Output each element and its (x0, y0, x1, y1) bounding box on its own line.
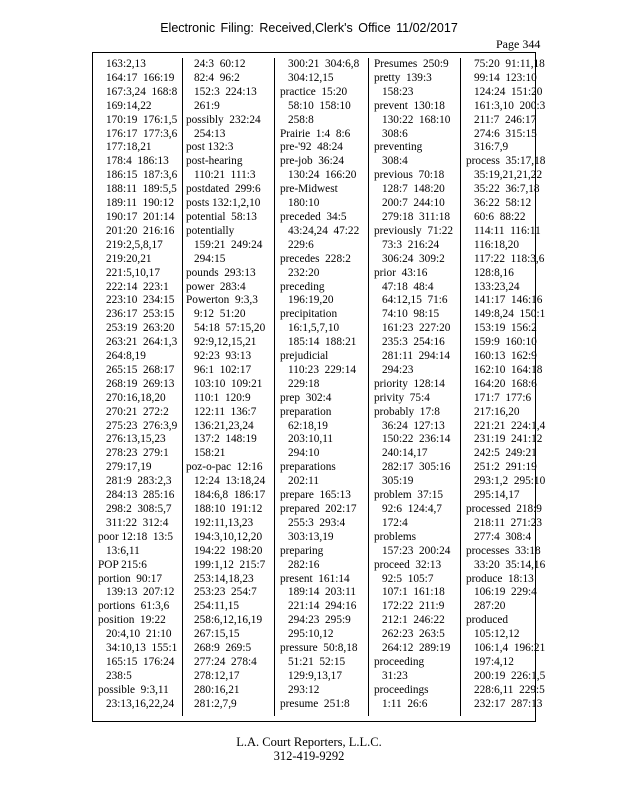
index-page-refs: 43:24,24 47:22 (288, 224, 360, 237)
index-page-refs: 232:20 (288, 266, 320, 279)
index-entry: pretty 139:3 (374, 71, 432, 84)
index-entry: preceded 34:5 (280, 210, 347, 223)
index-page-refs: 180:10 (288, 197, 320, 210)
index-entry: Presumes 250:9 (374, 58, 449, 70)
index-page-refs: 284:13 285:16 (106, 489, 175, 502)
index-page-refs: 34:10,13 155:1 (106, 642, 178, 655)
index-page-refs: 159:9 160:10 (474, 336, 537, 349)
index-page-refs: 231:19 241:12 (474, 433, 543, 446)
index-page-refs: 295:10,12 (288, 628, 334, 641)
index-entry: possibly 232:24 (186, 113, 261, 126)
index-page-refs: 270:21 272:2 (106, 405, 169, 418)
index-page-refs: 211:7 246:17 (474, 113, 537, 126)
index-entry: POP 215:6 (98, 558, 147, 571)
index-page-refs: 264:12 289:19 (382, 642, 451, 655)
index-page-refs: 158:21 (194, 447, 226, 460)
index-entry: preparation (280, 405, 332, 418)
index-page-refs: 107:1 161:18 (382, 586, 445, 599)
index-page-refs: 277:24 278:4 (194, 655, 257, 668)
index-page-refs: 161:3,10 200:3 (474, 99, 546, 112)
index-page-refs: 268:19 269:13 (106, 377, 175, 390)
index-entry: preparations (280, 461, 336, 474)
index-page-refs: 294:10 (288, 447, 320, 460)
index-page-refs: 281:9 283:2,3 (106, 475, 172, 488)
index-page-refs: 201:20 216:16 (106, 224, 175, 237)
index-page-refs: 200:19 226:1,5 (474, 669, 546, 682)
index-entry: prep 302:4 (280, 391, 332, 404)
index-page-refs: 31:23 (382, 669, 408, 682)
index-page-refs: 279:18 311:18 (382, 210, 450, 223)
index-page-refs: 36:24 127:13 (382, 419, 445, 432)
index-page-refs: 295:14,17 (474, 489, 520, 502)
index-page-refs: 294:23 (382, 363, 414, 376)
index-page-refs: 305:19 (382, 475, 414, 488)
index-page-refs: 116:18,20 (474, 238, 520, 251)
index-page-refs: 92:9,12,15,21 (194, 336, 257, 349)
index-page-refs: 129:9,13,17 (288, 669, 342, 682)
index-page-refs: 161:23 227:20 (382, 322, 451, 335)
index-page-refs: 228:6,11 229:5 (474, 683, 545, 696)
footer-phone: 312-419-9292 (273, 749, 345, 763)
index-entry: problems (374, 530, 417, 543)
index-page-refs: 222:14 223:1 (106, 280, 169, 293)
index-page-refs: 54:18 57:15,20 (194, 322, 266, 335)
index-page-refs: 92:23 93:13 (194, 350, 252, 363)
index-page-refs: 64:12,15 71:6 (382, 294, 448, 307)
index-page-refs: 304:12,15 (288, 71, 334, 84)
index-entry: preparing (280, 544, 324, 557)
index-page-refs: 1:11 26:6 (382, 697, 428, 710)
index-page-refs: 82:4 96:2 (194, 71, 240, 84)
index-page-refs: 293:12 (288, 683, 320, 696)
index-page-refs: 139:13 207:12 (106, 586, 175, 599)
index-page-refs: 221:5,10,17 (106, 266, 160, 279)
index-page-refs: 170:19 176:1,5 (106, 113, 178, 126)
column-divider (368, 58, 369, 716)
index-page-refs: 122:11 136:7 (194, 405, 257, 418)
index-entry: pre-'92 48:24 (280, 141, 343, 154)
index-entry: pressure 50:8,18 (280, 642, 358, 655)
index-page-refs: 202:11 (288, 475, 319, 488)
index-entry: precedes 228:2 (280, 252, 351, 265)
index-entry: present 161:14 (280, 572, 350, 585)
index-page-refs: 268:9 269:5 (194, 642, 252, 655)
index-page-refs: 167:3,24 168:8 (106, 85, 178, 98)
index-column (278, 58, 368, 716)
index-page-refs: 194:22 198:20 (194, 544, 263, 557)
index-page-refs: 103:10 109:21 (194, 377, 263, 390)
index-page-refs: 165:15 176:24 (106, 655, 175, 668)
index-page-refs: 223:10 234:15 (106, 294, 175, 307)
index-page-refs: 73:3 216:24 (382, 238, 440, 251)
index-page-refs: 277:4 308:4 (474, 530, 532, 543)
index-entry: preventing (374, 141, 423, 154)
index-page-refs: 189:14 203:11 (288, 586, 356, 599)
index-entry: posts 132:1,2,10 (186, 197, 261, 210)
filing-stamp: Electronic Filing: Received,Clerk's Office 11/02/2017 (160, 21, 458, 35)
index-column (96, 58, 182, 716)
index-page-refs: 278:23 279:1 (106, 447, 169, 460)
index-page-refs: 157:23 200:24 (382, 544, 451, 557)
index-page-refs: 16:1,5,7,10 (288, 322, 340, 335)
index-entry: portion 90:17 (98, 572, 163, 585)
index-entry: process 35:17,18 (466, 155, 546, 168)
index-page-refs: 169:14,22 (106, 99, 152, 112)
index-page-refs: 136:21,23,24 (194, 419, 254, 432)
index-entry: processed 218:9 (466, 503, 542, 515)
index-page-refs: 12:24 13:18,24 (194, 475, 266, 488)
index-page-refs: 124:24 151:20 (474, 85, 543, 98)
index-page-refs: 258:8 (288, 113, 314, 126)
index-page-refs: 114:11 116:11 (474, 224, 541, 237)
index-page-refs: 196:19,20 (288, 294, 334, 307)
index-page-refs: 141:17 146:16 (474, 294, 543, 307)
index-entry: preceding (280, 280, 325, 293)
index-page-refs: 110:21 111:3 (194, 169, 256, 182)
index-page-refs: 265:15 268:17 (106, 363, 175, 376)
index-entry: Prairie 1:4 8:6 (280, 127, 351, 140)
index-page-refs: 189:11 190:12 (106, 197, 174, 210)
index-page-refs: 219:20,21 (106, 252, 152, 265)
index-page-refs: 293:1,2 295:10 (474, 475, 546, 488)
index-entry: position 19:22 (98, 614, 166, 627)
index-page-refs: 229:18 (288, 377, 320, 390)
index-entry: priority 128:14 (374, 377, 445, 390)
index-page-refs: 255:3 293:4 (288, 516, 346, 529)
index-page-refs: 110:1 120:9 (194, 391, 251, 404)
index-page-refs: 36:22 58:12 (474, 197, 532, 210)
index-page-refs: 99:14 123:10 (474, 71, 537, 84)
index-page-refs: 177:18,21 (106, 141, 152, 154)
index-page-refs: 281:11 294:14 (382, 350, 450, 363)
index-page-refs: 221:14 294:16 (288, 600, 357, 613)
index-page-refs: 106:1,4 196:21 (474, 642, 546, 655)
index-column (464, 58, 546, 716)
index-page-refs: 308:4 (382, 155, 408, 168)
index-page-refs: 13:6,11 (106, 544, 140, 557)
index-page-refs: 261:9 (194, 99, 220, 112)
index-page-refs: 287:20 (474, 600, 506, 613)
index-entry: problem 37:15 (374, 489, 444, 502)
index-page-refs: 60:6 88:22 (474, 210, 526, 223)
index-page-refs: 229:6 (288, 238, 314, 251)
index-entry: precipitation (280, 308, 338, 321)
index-page-refs: 306:24 309:2 (382, 252, 445, 265)
index-entry: potentially (186, 224, 235, 237)
index-page-refs: 200:7 244:10 (382, 197, 445, 210)
index-page-refs: 35:22 36:7,18 (474, 183, 540, 196)
index-page-refs: 236:17 253:15 (106, 308, 175, 321)
index-page-refs: 240:14,17 (382, 447, 428, 460)
index-page-refs: 238:5 (106, 669, 132, 682)
index-page-refs: 197:4,12 (474, 655, 514, 668)
index-page-refs: 263:21 264:1,3 (106, 336, 178, 349)
index-column (372, 58, 460, 716)
index-page-refs: 105:12,12 (474, 628, 520, 641)
index-page-refs: 96:1 102:17 (194, 363, 252, 376)
index-column (184, 58, 274, 716)
index-page-refs: 274:6 315:15 (474, 127, 537, 140)
index-page-refs: 188:11 189:5,5 (106, 183, 177, 196)
index-page-refs: 235:3 254:16 (382, 336, 445, 349)
index-page-refs: 92:6 124:4,7 (382, 503, 442, 515)
index-page-refs: 251:2 291:19 (474, 461, 537, 474)
index-page-refs: 303:13,19 (288, 530, 334, 543)
index-page-refs: 128:7 148:20 (382, 183, 445, 196)
index-page-refs: 254:13 (194, 127, 226, 140)
index-page-refs: 162:10 164:18 (474, 363, 543, 376)
index-entry: proceeding (374, 655, 425, 668)
index-page-refs: 130:22 168:10 (382, 113, 451, 126)
index-page-refs: 279:17,19 (106, 461, 152, 474)
index-page-refs: 172:22 211:9 (382, 600, 445, 613)
column-divider (182, 58, 183, 716)
index-page-refs: 176:17 177:3,6 (106, 127, 178, 140)
column-divider (274, 58, 275, 716)
index-page-refs: 133:23,24 (474, 280, 520, 293)
index-entry: prevent 130:18 (374, 99, 445, 112)
index-page-refs: 298:2 308:5,7 (106, 503, 172, 515)
index-page-refs: 300:21 304:6,8 (288, 58, 360, 70)
index-page-refs: 74:10 98:15 (382, 308, 440, 321)
index-page-refs: 212:1 246:22 (382, 614, 445, 627)
index-page-refs: 160:13 162:9 (474, 350, 537, 363)
index-entry: previous 70:18 (374, 169, 445, 182)
index-entry: Powerton 9:3,3 (186, 294, 258, 307)
index-page-refs: 117:22 118:3,6 (474, 252, 545, 265)
index-page-refs: 92:5 105:7 (382, 572, 434, 585)
index-entry: post 132:3 (186, 141, 234, 154)
footer-company: L.A. Court Reporters, L.L.C. (236, 735, 382, 749)
index-page-refs: 275:23 276:3,9 (106, 419, 178, 432)
index-page-refs: 58:10 158:10 (288, 99, 351, 112)
index-page-refs: 262:23 263:5 (382, 628, 445, 641)
index-page-refs: 33:20 35:14,16 (474, 558, 546, 571)
index-page-refs: 130:24 166:20 (288, 169, 357, 182)
index-page-refs: 172:4 (382, 516, 408, 529)
index-page-refs: 24:3 60:12 (194, 58, 246, 70)
index-entry: prior 43:16 (374, 266, 428, 279)
index-entry: potential 58:13 (186, 210, 257, 223)
index-entry: previously 71:22 (374, 224, 454, 237)
index-page-refs: 171:7 177:6 (474, 391, 532, 404)
index-page-refs: 294:23 295:9 (288, 614, 351, 627)
index-page-refs: 218:11 271:23 (474, 516, 542, 529)
index-page-refs: 217:16,20 (474, 405, 520, 418)
index-page-refs: 164:17 166:19 (106, 71, 175, 84)
index-page-refs: 178:4 186:13 (106, 155, 169, 168)
index-entry: poor 12:18 13:5 (98, 530, 173, 543)
index-page-refs: 188:10 191:12 (194, 503, 263, 515)
index-page-refs: 282:16 (288, 558, 320, 571)
index-page-refs: 20:4,10 21:10 (106, 628, 172, 641)
index-page-refs: 258:6,12,16,19 (194, 614, 263, 627)
index-page-refs: 186:15 187:3,6 (106, 169, 178, 182)
index-page-refs: 23:13,16,22,24 (106, 697, 175, 710)
index-page-refs: 280:16,21 (194, 683, 240, 696)
index-entry: produce 18:13 (466, 572, 534, 585)
index-entry: processes 33:18 (466, 544, 541, 557)
index-page-refs: 308:6 (382, 127, 408, 140)
index-page-refs: 242:5 249:21 (474, 447, 537, 460)
index-page-refs: 221:21 224:1,4 (474, 419, 546, 432)
index-page-refs: 190:17 201:14 (106, 210, 175, 223)
word-index (96, 58, 546, 716)
index-page-refs: 219:2,5,8,17 (106, 238, 163, 251)
index-page-refs: 253:19 263:20 (106, 322, 175, 335)
index-page-refs: 253:23 254:7 (194, 586, 257, 599)
index-page-refs: 51:21 52:15 (288, 655, 346, 668)
index-page-refs: 276:13,15,23 (106, 433, 166, 446)
index-page-refs: 199:1,12 215:7 (194, 558, 266, 571)
index-entry: produced (466, 614, 509, 627)
index-entry: postdated 299:6 (186, 183, 261, 196)
index-page-refs: 254:11,15 (194, 600, 240, 613)
index-page-refs: 232:17 287:13 (474, 697, 543, 710)
index-entry: practice 15:20 (280, 85, 348, 98)
index-page-refs: 163:2,13 (106, 58, 146, 70)
index-page-refs: 128:8,16 (474, 266, 514, 279)
index-page-refs: 267:15,15 (194, 628, 240, 641)
index-entry: presume 251:8 (280, 697, 350, 710)
index-entry: power 283:4 (186, 280, 246, 293)
index-entry: privity 75:4 (374, 391, 430, 404)
column-divider (460, 58, 461, 716)
index-page-refs: 75:20 91:11,18 (474, 58, 545, 70)
index-page-refs: 47:18 48:4 (382, 280, 434, 293)
index-page-refs: 194:3,10,12,20 (194, 530, 263, 543)
index-page-refs: 192:11,13,23 (194, 516, 254, 529)
index-page-refs: 158:23 (382, 85, 414, 98)
index-page-refs: 264:8,19 (106, 350, 146, 363)
index-page-refs: 316:7,9 (474, 141, 509, 154)
index-page-refs: 185:14 188:21 (288, 336, 357, 349)
index-page-refs: 294:15 (194, 252, 226, 265)
index-page-refs: 149:8,24 150:1 (474, 308, 546, 321)
index-page-refs: 311:22 312:4 (106, 516, 169, 529)
index-page-refs: 159:21 249:24 (194, 238, 263, 251)
index-page-refs: 110:23 229:14 (288, 363, 356, 376)
index-entry: proceedings (374, 683, 429, 696)
index-page-refs: 153:19 156:2 (474, 322, 537, 335)
index-entry: probably 17:8 (374, 405, 440, 418)
index-page-refs: 203:10,11 (288, 433, 334, 446)
page-number: Page 344 (496, 37, 541, 51)
index-page-refs: 253:14,18,23 (194, 572, 254, 585)
index-page-refs: 281:2,7,9 (194, 697, 237, 710)
index-entry: portions 61:3,6 (98, 600, 170, 613)
index-entry: prepared 202:17 (280, 503, 357, 515)
index-page-refs: 9:12 51:20 (194, 308, 246, 321)
index-entry: pre-Midwest (280, 183, 338, 196)
index-entry: pounds 293:13 (186, 266, 256, 279)
index-page-refs: 278:12,17 (194, 669, 240, 682)
index-entry: pre-job 36:24 (280, 155, 345, 168)
index-page-refs: 282:17 305:16 (382, 461, 451, 474)
index-page-refs: 164:20 168:6 (474, 377, 537, 390)
index-entry: proceed 32:13 (374, 558, 442, 571)
index-page-refs: 35:19,21,21,22 (474, 169, 543, 182)
index-page-refs: 150:22 236:14 (382, 433, 451, 446)
index-page-refs: 137:2 148:19 (194, 433, 257, 446)
index-page-refs: 270:16,18,20 (106, 391, 166, 404)
index-page-refs: 152:3 224:13 (194, 85, 257, 98)
index-entry: prejudicial (280, 350, 329, 363)
index-entry: post-hearing (186, 155, 243, 168)
index-page-refs: 62:18,19 (288, 419, 328, 432)
index-entry: possible 9:3,11 (98, 683, 169, 696)
index-page-refs: 106:19 229:4 (474, 586, 537, 599)
index-entry: poz-o-pac 12:16 (186, 461, 263, 474)
index-page-refs: 184:6,8 186:17 (194, 489, 266, 502)
index-entry: prepare 165:13 (280, 489, 351, 502)
